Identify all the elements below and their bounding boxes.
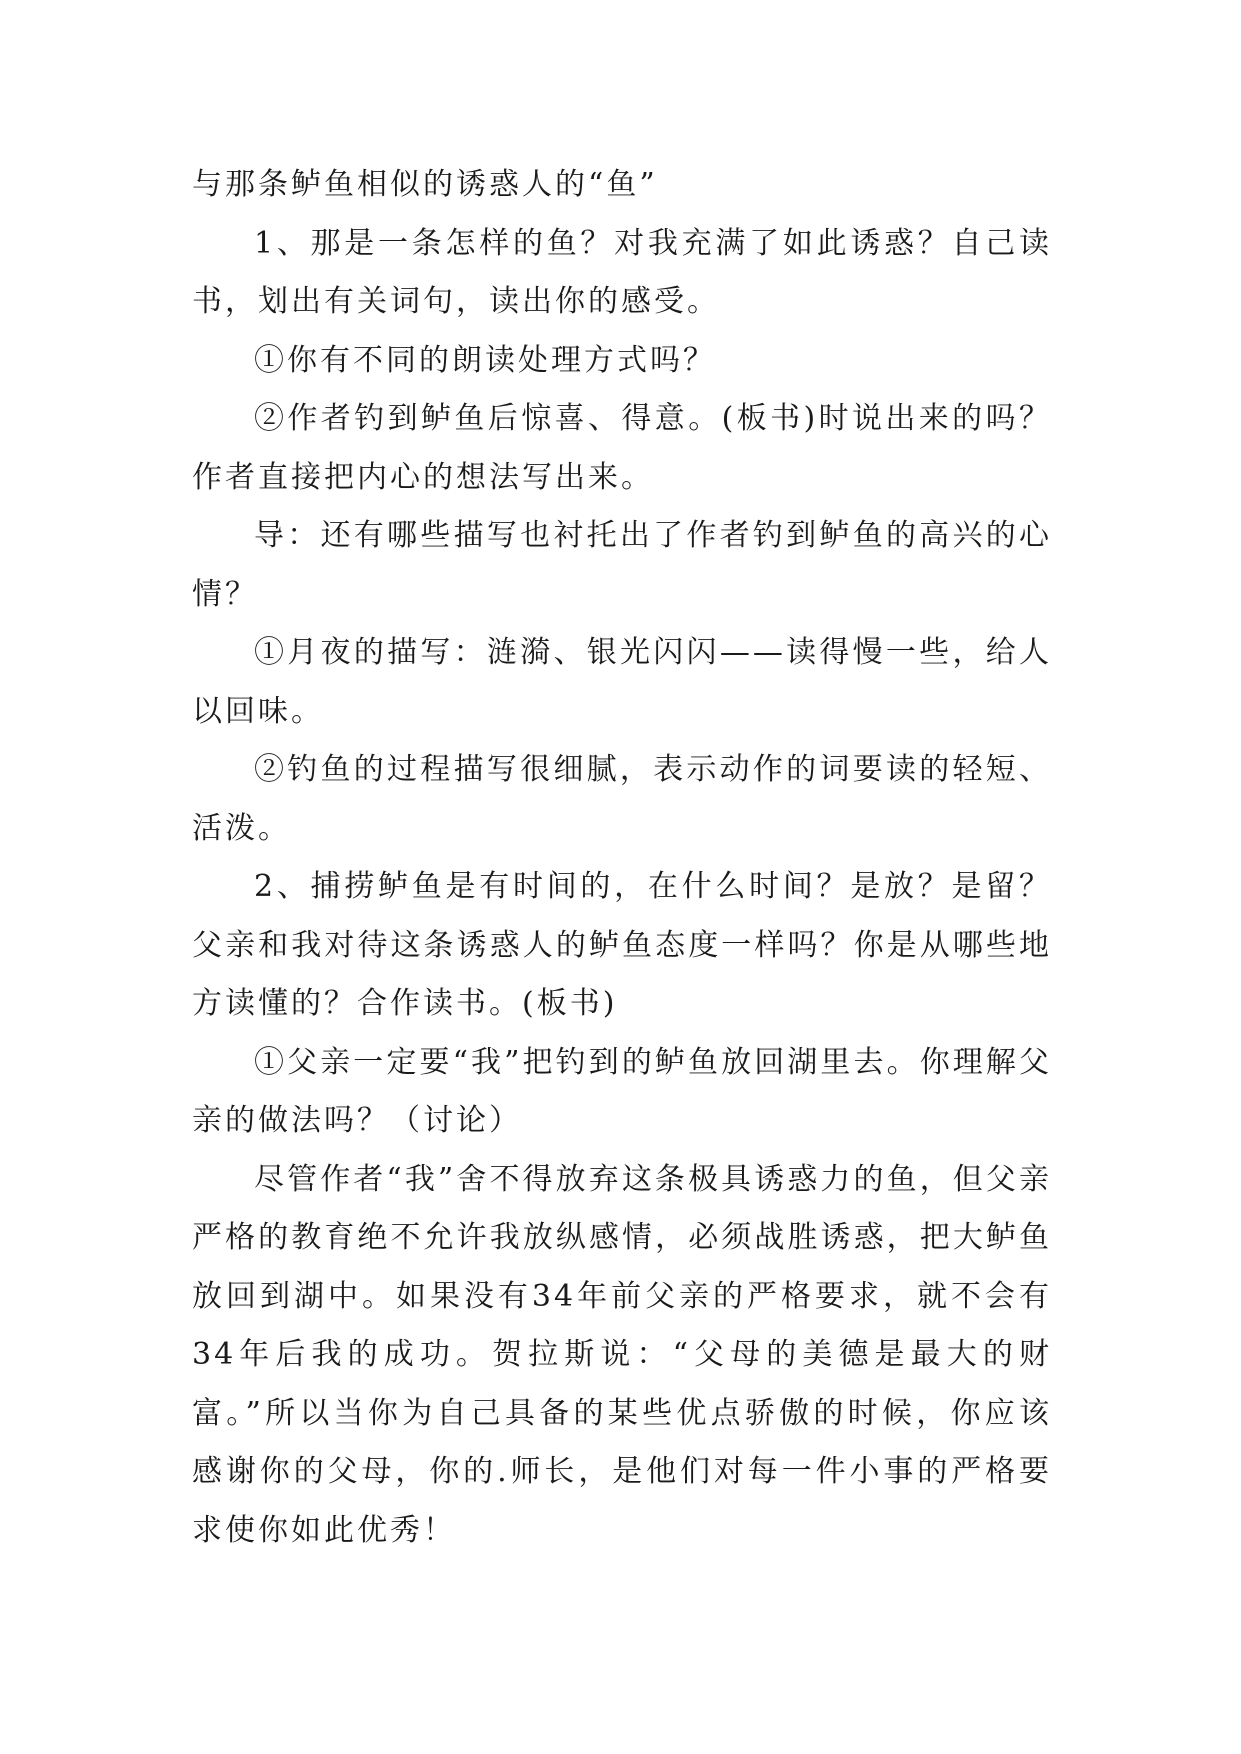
paragraph-father-demand: ①父亲一定要“我”把钓到的鲈鱼放回湖里去。你理解父亲的做法吗？（讨论） — [192, 1044, 1052, 1138]
paragraph-question-1: 1、那是一条怎样的鱼？对我充满了如此诱惑？自己读书，划出有关词句，读出你的感受。 — [192, 225, 1052, 319]
paragraph-reading-style: ①你有不同的朗读处理方式吗？ — [254, 342, 716, 378]
paragraph-guide: 导：还有哪些描写也衬托出了作者钓到鲈鱼的高兴的心情？ — [192, 518, 1052, 612]
paragraph-author-joy: ②作者钓到鲈鱼后惊喜、得意。(板书)时说出来的吗？作者直接把内心的想法写出来。 — [192, 401, 1052, 495]
document-body — [192, 156, 1052, 1560]
paragraph-question-2: 2、捕捞鲈鱼是有时间的，在什么时间？是放？是留？父亲和我对待这条诱惑人的鲈鱼态度一样吗？你是从哪些地方读懂的？合作读书。(板书) — [192, 869, 1052, 1021]
paragraph-intro: 与那条鲈鱼相似的诱惑人的“鱼” — [192, 167, 658, 202]
paragraph-conclusion: 尽管作者“我”舍不得放弃这条极具诱惑力的鱼，但父亲严格的教育绝不允许我放纵感情，必须战胜诱惑，把大鲈鱼放回到湖中。如果没有34年前父亲的严格要求，就不会有34年后我的成功。贺拉斯说：“父母的美德是最大的财富。”所以当你为自己具备的某些优点骄傲的时候，你应该感谢你的父母，你的.师长，是他们对每一件小事的严格要求使你如此优秀！ — [192, 1161, 1052, 1548]
paragraph-moonlight: ①月夜的描写：涟漪、银光闪闪——读得慢一些，给人以回味。 — [192, 635, 1052, 729]
paragraph-fishing-process: ②钓鱼的过程描写很细腻，表示动作的词要读的轻短、活泼。 — [192, 752, 1052, 846]
